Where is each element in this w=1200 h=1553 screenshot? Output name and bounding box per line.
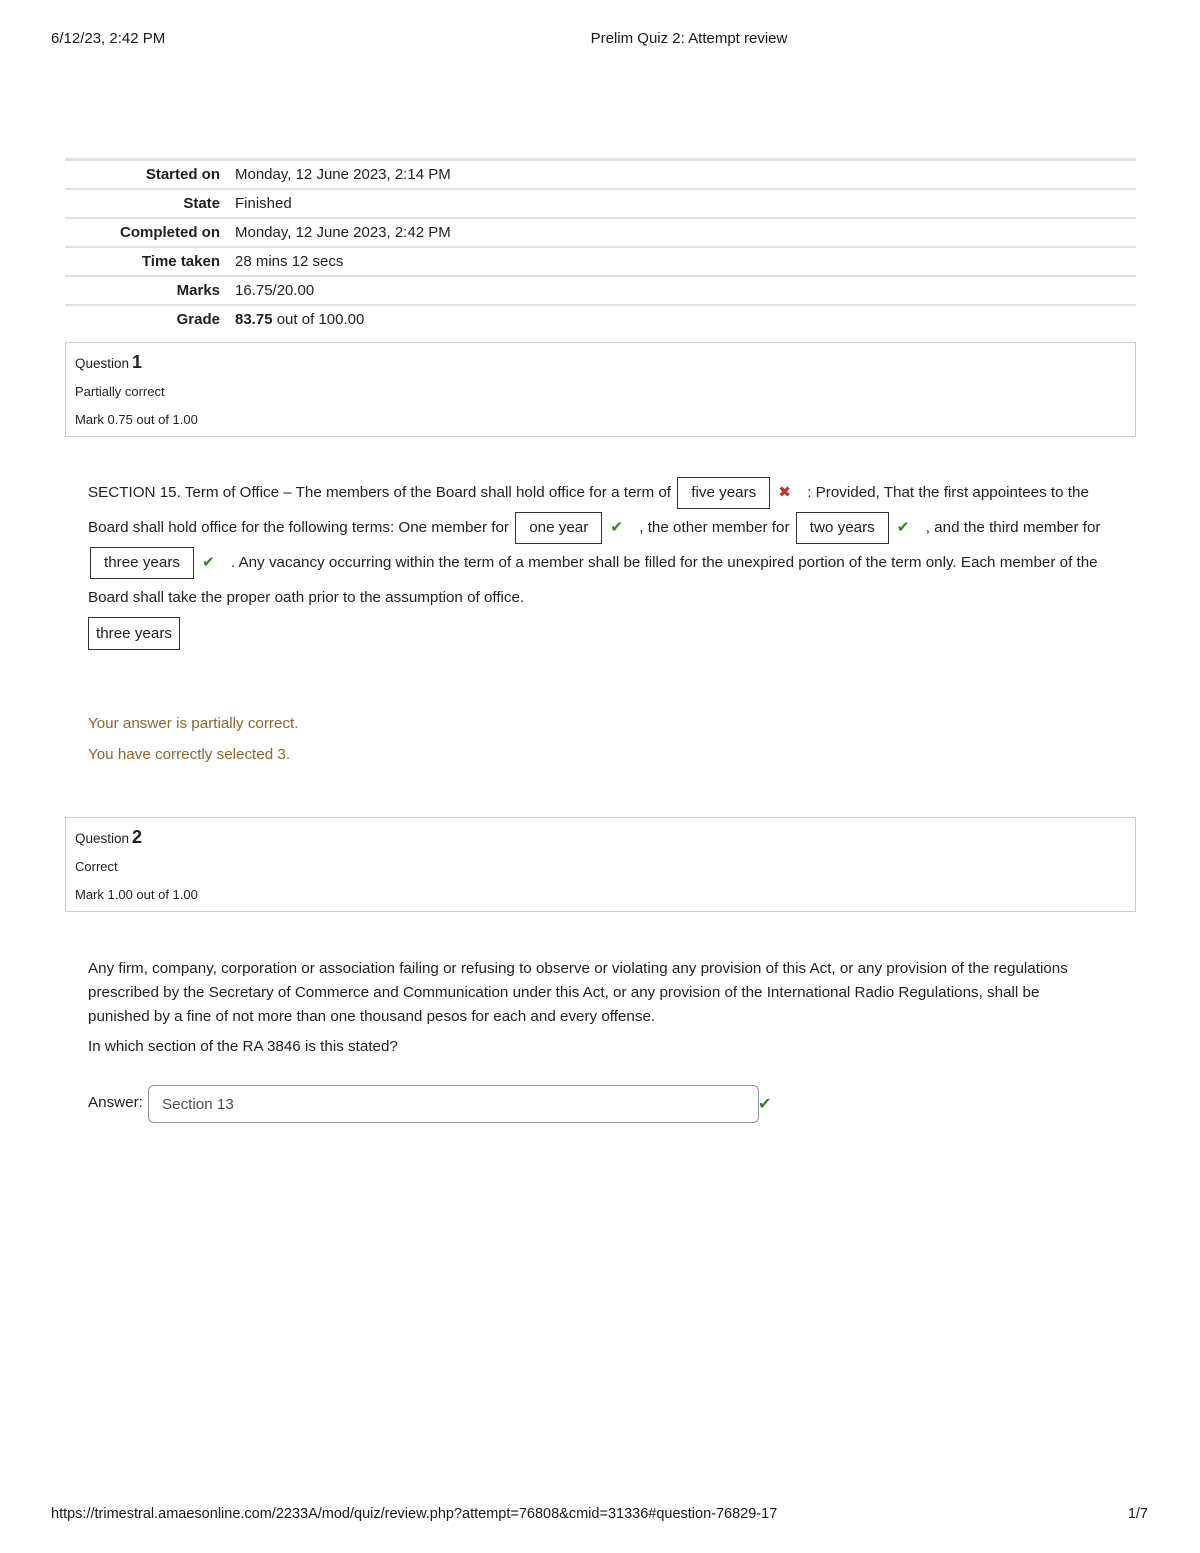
drop-blank-4[interactable]: three years [90,547,194,579]
answer-label: Answer: [88,1094,143,1111]
question-number: Question 1 [75,352,143,372]
summary-value: Monday, 12 June 2023, 2:42 PM [235,224,451,241]
correct-icon: ✔ [758,1096,772,1113]
feedback-partially-correct: Your answer is partially correct. [88,715,299,732]
question-2-text: Any firm, company, corporation or association failing or refusing to observe or violating any provision of this Act, or any provision of the regulations prescribed by the Secretary of Commerce and Communication under this Act, or any provision of the International Radio Regulations, shall be punished by a fine of not more than one thousand pesos for each and every offense. [88,960,1068,1025]
summary-value [235,305,1136,333]
summary-row-grade [65,305,1136,333]
summary-value: Finished [235,195,292,212]
print-page-number: 1/7 [1127,1506,1148,1522]
attempt-summary-table [65,158,1136,333]
grade-value: 83.75 [235,311,273,328]
question-2-info [65,817,1136,912]
summary-row-state [65,189,1136,218]
summary-label: Time taken [141,253,220,270]
summary-label: State [183,195,220,212]
drop-blank-3[interactable]: two years [796,512,889,544]
drag-choice[interactable]: three years [88,617,180,650]
summary-row-marks [65,276,1136,305]
correct-icon: ✔ [201,554,215,571]
grade-out-of: out of 100.00 [272,311,365,328]
answer-input[interactable] [148,1085,759,1123]
summary-row-completed [65,218,1136,247]
question-mark: Mark 0.75 out of 1.00 [75,412,198,427]
drop-blank-2[interactable]: one year [515,512,602,544]
question-state: Correct [75,859,118,874]
summary-label: Marks [176,282,220,299]
feedback-correct-count: You have correctly selected 3. [88,746,291,763]
summary-label: Completed on [120,224,220,241]
print-date: 6/12/23, 2:42 PM [51,30,166,47]
summary-row-time-taken [65,247,1136,276]
summary-value: 28 mins 12 secs [235,253,344,270]
summary-row-started [65,160,1136,190]
correct-icon: ✔ [896,519,910,536]
question-number: Question 2 [75,827,143,847]
question-mark: Mark 1.00 out of 1.00 [75,887,198,902]
print-url: https://trimestral.amaesonline.com/2233A/mod/quiz/review.php?attempt=76808&cmid=31336#question-76829-17 [51,1506,778,1522]
question-1-info [65,342,1136,437]
summary-value: Monday, 12 June 2023, 2:14 PM [235,166,451,183]
incorrect-icon: ✖ [778,484,791,501]
question-2-prompt: In which section of the RA 3846 is this stated? [88,1038,398,1055]
summary-label: Grade [176,311,220,328]
print-page-title: Prelim Quiz 2: Attempt review [590,30,788,47]
question-state: Partially correct [75,384,165,399]
question-1-text: SECTION 15. Term of Office – The members of the Board shall hold office for a term of five years ✖ : Provided, That the first appointees to the Board shall hold office for the following terms: One member for one year ✔ , the other member for two years ✔ , and the third member for three years ✔ . Any vacancy occurring within the term of a member shall be filled for the unexpired portion of the term only. Each member of the Board shall take the proper oath prior to the assumption of office. [88,475,1128,615]
summary-label: Started on [145,166,220,183]
correct-icon: ✔ [610,519,624,536]
drop-blank-1[interactable]: five years [677,477,770,509]
summary-value: 16.75/20.00 [235,282,315,299]
